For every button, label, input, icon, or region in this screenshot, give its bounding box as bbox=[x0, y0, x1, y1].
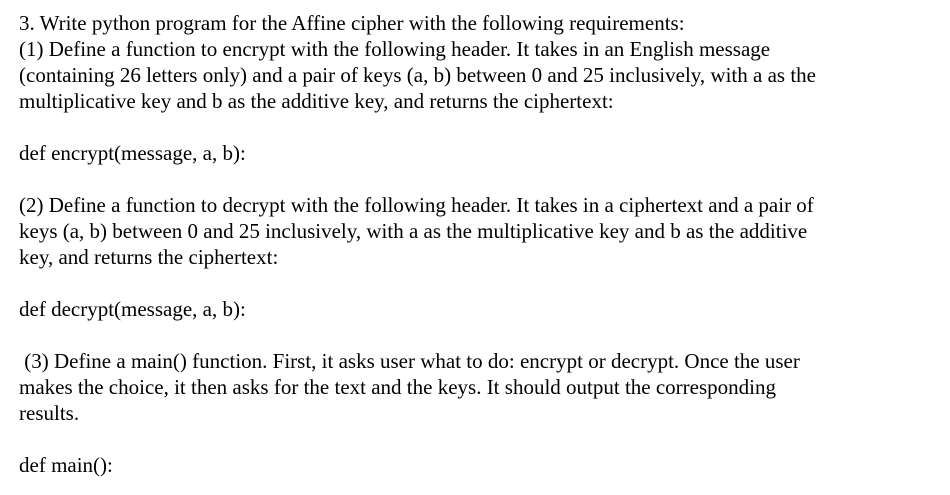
part2-block bbox=[19, 192, 939, 270]
part3-line-2: makes the choice, it then asks for the text and the keys. It should output the corresponding bbox=[19, 375, 776, 399]
question-heading: 3. Write python program for the Affine cipher with the following requirements: bbox=[19, 11, 685, 35]
part3-line-3: results. bbox=[19, 401, 80, 425]
part2-line-1: (2) Define a function to decrypt with the following header. It takes in a ciphertext and a pair of bbox=[19, 193, 814, 217]
part3-line-1: (3) Define a main() function. First, it asks user what to do: encrypt or decrypt. Once the user bbox=[19, 349, 800, 373]
part1-line-2: (containing 26 letters only) and a pair of keys (a, b) between 0 and 25 inclusively, with a as the bbox=[19, 63, 816, 87]
part2-line-2: keys (a, b) between 0 and 25 inclusively, with a as the multiplicative key and b as the additive bbox=[19, 219, 808, 243]
part1-line-1: (1) Define a function to encrypt with the following header. It takes in an English message bbox=[19, 37, 771, 61]
encrypt-signature: def encrypt(message, a, b): bbox=[19, 141, 246, 165]
part1-block bbox=[19, 36, 939, 114]
decrypt-signature: def decrypt(message, a, b): bbox=[19, 297, 246, 321]
part1-line-3: multiplicative key and b as the additive key, and returns the ciphertext: bbox=[19, 89, 614, 113]
part3-block bbox=[19, 348, 939, 426]
part2-line-3: key, and returns the ciphertext: bbox=[19, 245, 279, 269]
main-signature: def main(): bbox=[19, 453, 113, 477]
question-document bbox=[19, 10, 939, 478]
